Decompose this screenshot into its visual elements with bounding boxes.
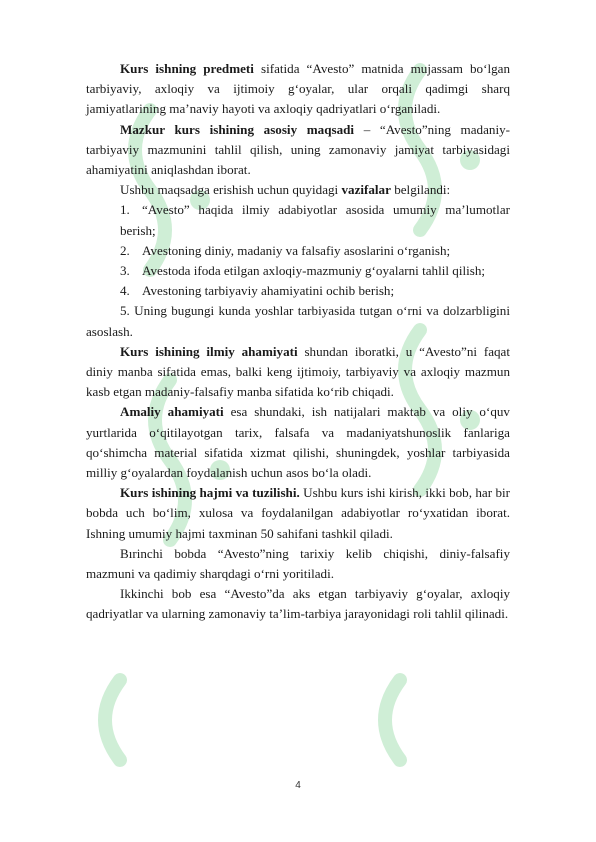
list-item: 5. Uning bugungi kunda yoshlar tarbiyasida tutgan o‘rni va dolzarbligini asoslash. bbox=[86, 303, 510, 339]
paragraph-goal: Mazkur kurs ishining asosiy maqsadi – “Avesto”ning madaniy-tarbiyaviy mazmunini tahlil qilish, uning zamonaviy jamiyat tarbiyasidagi ahamiyatini aniqlashdan iborat. bbox=[86, 121, 510, 178]
paragraph-chapter-one: Bırinchi bobda “Avesto”ning tarixiy kelib chiqishi, diniy-falsafiy mazmuni va qadimiy sharqdagi o‘rni yoritiladi. bbox=[86, 545, 510, 582]
document-body bbox=[86, 59, 510, 625]
paragraph-chapter-two: Ikkinchi bob esa “Avesto”da aks etgan tarbiyaviy g‘oyalar, axloqiy qadriyatlar va ularning zamonaviy ta’lim-tarbiya jarayonidagi roli tahlil qilinadi. bbox=[86, 586, 510, 622]
paragraph-scientific-significance: Kurs ishining ilmiy ahamiyati shundan iboratki, u “Avesto”ni faqat diniy manba sifatida emas, balki keng ijtimoiy, tarbiyaviy va axloqiy mazmun kasb etgan madaniy-falsafiy manba sifatida ko‘rib chiqadi. bbox=[86, 343, 511, 400]
paragraph-subject: Kurs ishning predmeti sifatida “Avesto” matnida mujassam bo‘lgan tarbiyaviy, axloqiy va ijtimoiy g‘oyalar, ular orqali qadimgi sharq jamiyatlarining ma’naviy hayoti va axloqiy qadriyatlari o‘rganiladi. bbox=[86, 61, 511, 117]
paragraph-structure: Kurs ishining hajmi va tuzilishi. Ushbu kurs ishi kirish, ikki bob, har bir bobda uch bo‘lim, xulosa va foydalanilgan adabiyotlar ro‘yxatidan iborat. Ishning umumiy hajmi taxminan 50 sahifani tashkil qiladi. bbox=[86, 485, 511, 541]
paragraph-tasks-intro: Ushbu maqsadga erishish uchun quyidagi vazifalar belgilandi: bbox=[120, 182, 451, 198]
list-item: 2. Avestoning diniy, madaniy va falsafiy asoslarini o‘rganish; bbox=[120, 242, 451, 258]
page-number: 4 bbox=[295, 780, 301, 791]
paragraph-practical-significance: Amaliy ahamiyati esa shundaki, ish natijalari maktab va oliy o‘quv yurtlarida o‘qitilayotgan tarix, falsafa va madaniyatshunoslik fanlariga qo‘shimcha material sifatida xizmat qilishi, shuningdek, yoshlar tarbiyasida milliy g‘oyalardan foydalanish uchun asos bo‘la oladi. bbox=[86, 404, 510, 481]
list-item: 4. Avestoning tarbiyaviy ahamiyatini ochib berish; bbox=[120, 283, 395, 299]
list-item: 1. “Avesto” haqida ilmiy adabiyotlar asosida umumiy ma’lumotlar berish; bbox=[120, 202, 510, 238]
list-item: 3. Avestoda ifoda etilgan axloqiy-mazmuniy g‘oyalarni tahlil qilish; bbox=[120, 263, 486, 279]
